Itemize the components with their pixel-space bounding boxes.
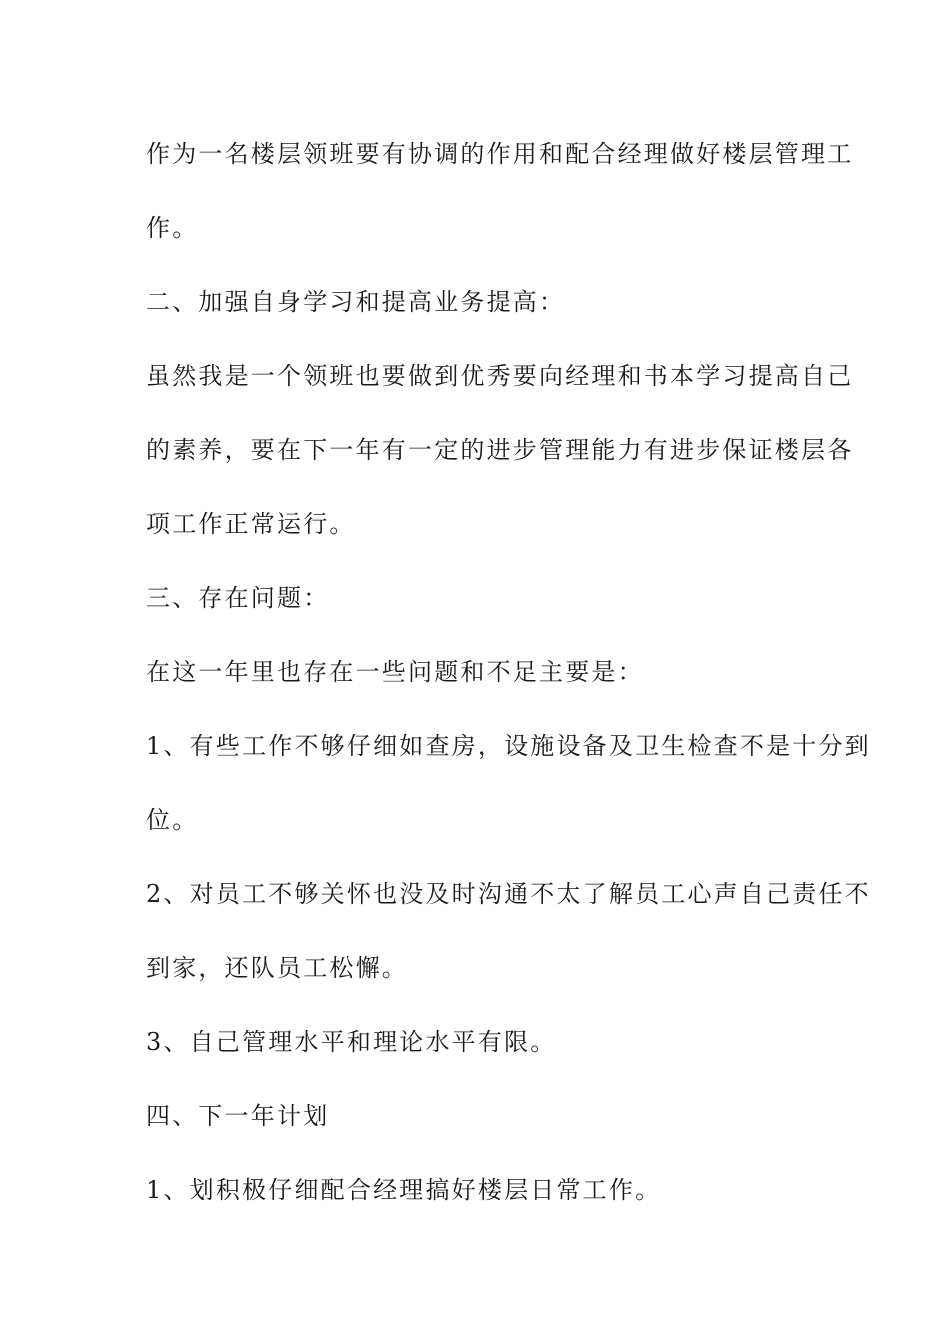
paragraph-line: 作。 — [146, 214, 199, 242]
paragraph-line: 作为一名楼层领班要有协调的作用和配合经理做好楼层管理工 — [146, 140, 854, 168]
list-item-line: 1、有些工作不够仔细如查房，设施设备及卫生检查不是十分到 — [146, 732, 871, 760]
list-item-line: 1、划积极仔细配合经理搞好楼层日常工作。 — [146, 1176, 662, 1204]
section-heading: 三、存在问题： — [146, 584, 330, 612]
list-item-line: 位。 — [146, 806, 199, 834]
paragraph-line: 项工作正常运行。 — [146, 510, 356, 538]
document-body — [146, 128, 871, 1238]
paragraph-line: 在这一年里也存在一些问题和不足主要是： — [146, 658, 644, 686]
list-item-line: 3、自己管理水平和理论水平有限。 — [146, 1028, 557, 1056]
list-item-line: 2、对员工不够关怀也没及时沟通不太了解员工心声自己责任不 — [146, 880, 871, 908]
paragraph-line: 的素养，要在下一年有一定的进步管理能力有进步保证楼层各 — [146, 436, 854, 464]
section-heading: 二、加强自身学习和提高业务提高： — [146, 288, 566, 316]
section-heading: 四、下一年计划 — [146, 1102, 330, 1130]
paragraph-line: 虽然我是一个领班也要做到优秀要向经理和书本学习提高自己 — [146, 362, 854, 390]
list-item-line: 到家，还队员工松懈。 — [146, 954, 408, 982]
